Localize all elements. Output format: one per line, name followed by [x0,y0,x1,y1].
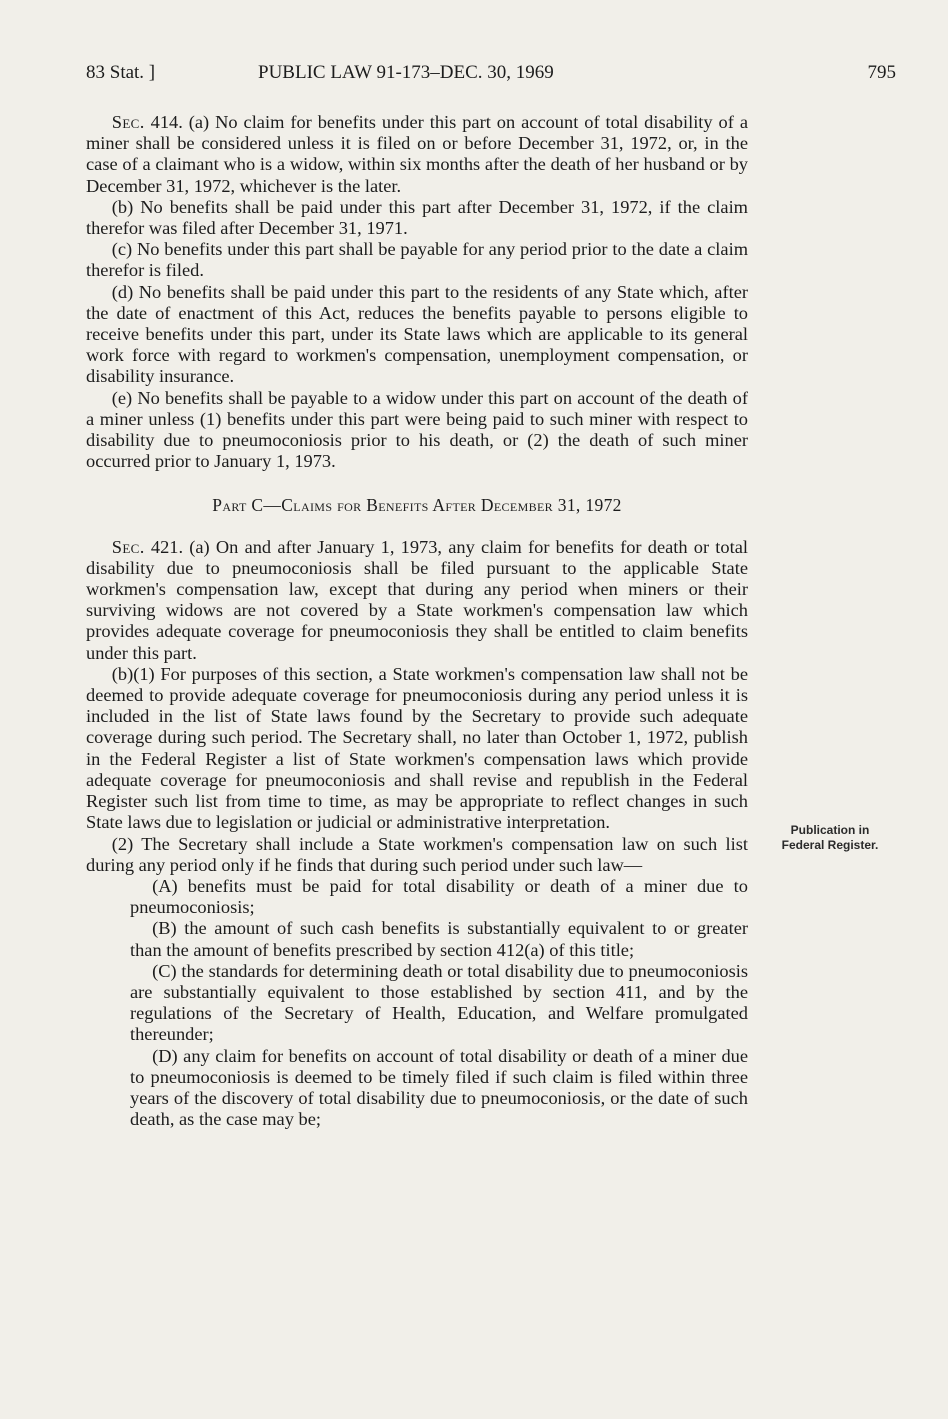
sec-421-b2-C: (C) the standards for determining death or total disability due to pneumoconiosis are substantially equivalent to those established by section 411, and by the regulations of the Secretary of Health, Education, and Welfare promulgated thereunder; [130,960,748,1045]
sec-421-b2-A: (A) benefits must be paid for total disability or death of a miner due to pneumoconiosis; [130,875,748,918]
part-c-heading: Part C—Claims for Benefits After December 31, 1972 [212,495,622,516]
sec-421-b1: (b)(1) For purposes of this section, a State workmen's compensation law shall not be deemed to provide adequate coverage for pneumoconiosis during any period unless it is included in the list of State laws found by the Secretary to provide such adequate coverage during such period. The Secretary shall, no later than October 1, 1972, publish in the Federal Register a list of State workmen's compensation laws which provide adequate coverage for pneumoconiosis and shall revise and republish in the Federal Register such list from time to time, as may be appropriate to reflect changes in such State laws due to legislation or judicial or administrative interpretation. [86,663,748,833]
sec-421-b2-B: (B) the amount of such cash benefits is substantially equivalent to or greater than the amount of benefits prescribed by section 412(a) of this title; [130,918,748,960]
sec-414-a [86,112,748,197]
sec-421-a [86,537,748,664]
margin-note-line1: Publication in [790,823,870,837]
sec-421-b2: (2) The Secretary shall include a State workmen's compensation law on such list during any period only if he finds that during such period under such law— [86,833,748,875]
statute-body [86,112,748,1130]
sec-414-a-text: 414. (a) No claim for benefits under this part on account of total disability of a miner shall be considered unless it is filed on or before December 31, 1972, or, in the case of a claimant who is a widow, within six months after the death of her husband or by December 31, 1972, whichever is the later. [86,112,748,196]
sec-414-b: (b) No benefits shall be paid under this part after December 31, 1972, if the claim therefor was filed after December 31, 1971. [86,196,748,239]
sec-414-d: (d) No benefits shall be paid under this part to the residents of any State which, after the date of enactment of this Act, reduces the benefits payable to persons eligible to receive benefits under this part, under its State laws which are applicable to its general work force with regard to workmen's compensation, unemployment compensation, or disability insurance. [86,281,748,387]
section-label: Sec. [111,112,145,132]
sec-421-b2-D: (D) any claim for benefits on account of total disability or death of a miner due to pneumoconiosis is deemed to be timely filed if such claim is filed within three years of the discovery of total disability due to pneumoconiosis, or the date of such death, as the case may be; [130,1045,748,1130]
page-number: 795 [867,62,896,83]
sec-421-a-text: 421. (a) On and after January 1, 1973, any claim for benefits for death or total disability due to pneumoconiosis shall be filed pursuant to the applicable State workmen's compensation law, except that during any period when miners or their surviving widows are not covered by a State workmen's compensation law which provides adequate coverage for pneumoconiosis they shall be entitled to claim benefits under this part. [86,536,748,663]
section-label: Sec. [111,536,145,557]
margin-note [760,823,900,853]
statute-volume-ref: 83 Stat. ] [86,62,156,83]
margin-note-line2: Federal Register. [781,838,879,852]
sec-414-c: (c) No benefits under this part shall be payable for any period prior to the date a claim therefor is filed. [86,239,748,281]
running-header: PUBLIC LAW 91-173–DEC. 30, 1969 [258,62,554,83]
sec-414-e: (e) No benefits shall be payable to a widow under this part on account of the death of a miner unless (1) benefits under this part were being paid to such miner with respect to disability due to pneumoconiosis prior to his death, or (2) the death of such miner occurred prior to January 1, 1973. [86,387,748,472]
